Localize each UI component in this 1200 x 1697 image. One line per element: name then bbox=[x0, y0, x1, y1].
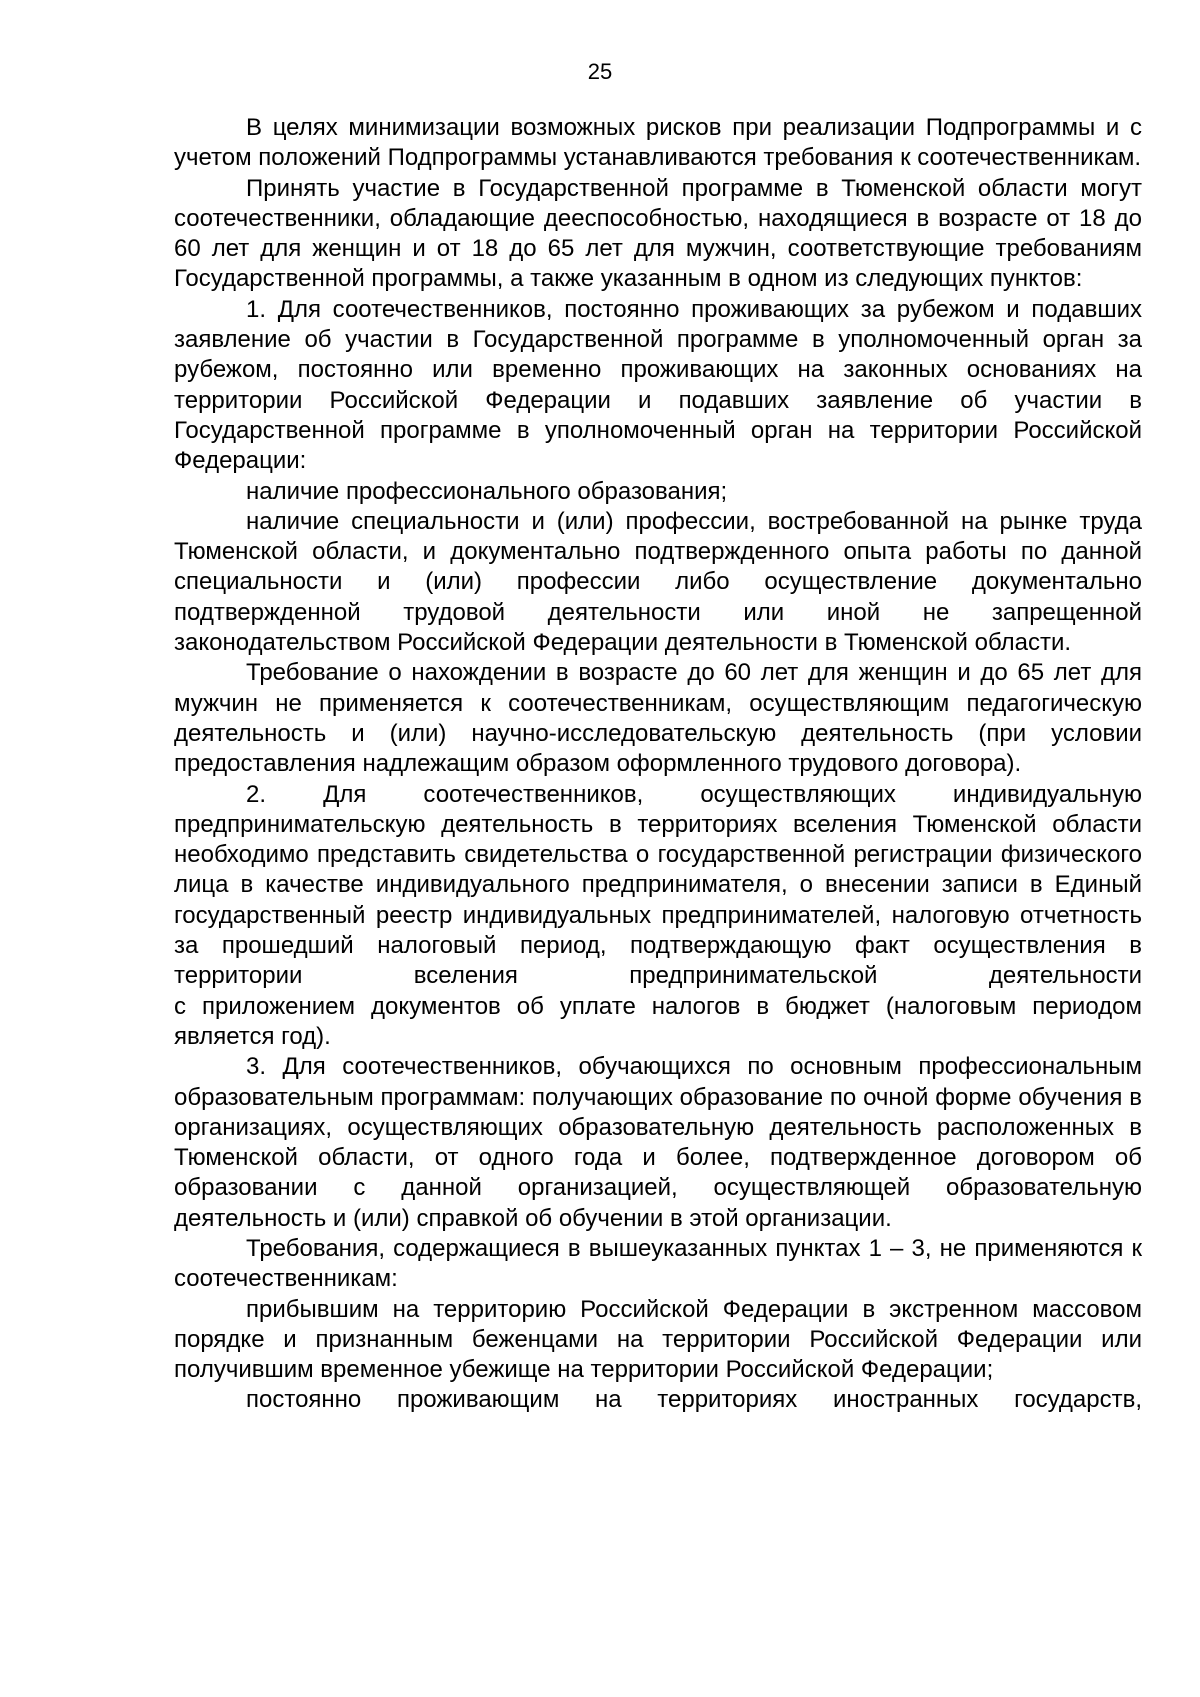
paragraph-item-3: 3. Для соотечественников, обучающихся по основным профессиональным образовательным программам: получающих образование по очной форме обучения в организациях, осуществляющих образовательную деятельность расположенных в Тюменской области, от одного года и более, подтвержденное договором об образовании с данной организацией, осуществляющей образовательную деятельность и (или) справкой об обучении в этой организации. bbox=[174, 1053, 1142, 1232]
paragraph-item-1: 1. Для соотечественников, постоянно проживающих за рубежом и подавших заявление об участии в Государственной программе в уполномоченный орган за рубежом, постоянно или временно проживающих на законных основаниях на территории Российской Федерации и подавших заявление об участии в Государственной программе в уполномоченный орган на территории Российской Федерации: bbox=[174, 295, 1142, 475]
paragraph-age-exception: Требование о нахождении в возрасте до 60 лет для женщин и до 65 лет для мужчин не применяется к соотечественникам, осуществляющим педагогическую деятельность и (или) научно-исследовательскую деятельность (при условии предоставления надлежащим образом оформленного трудового договора). bbox=[174, 659, 1142, 778]
paragraph-professional-education: наличие профессионального образования; bbox=[246, 477, 728, 505]
paragraph-foreign-residents: постоянно проживающим на территориях иностранных государств, bbox=[246, 1386, 1142, 1414]
paragraph-item-2-continuation: с приложением документов об уплате налогов в бюджет (налоговым периодом является год). bbox=[174, 992, 1142, 1050]
paragraph-requirements-exclusion: Требования, содержащиеся в вышеуказанных пунктах 1 – 3, не применяются к соотечественникам: bbox=[174, 1234, 1142, 1293]
paragraph-risk-minimization: В целях минимизации возможных рисков при реализации Подпрограммы и с учетом положений Подпрограммы устанавливаются требования к соотечественникам. bbox=[174, 114, 1142, 172]
paragraph-participation-conditions: Принять участие в Государственной программе в Тюменской области могут соотечественники, обладающие дееспособностью, находящиеся в возрасте от 18 до 60 лет для женщин и от 18 до 65 лет для мужчин, соответствующие требованиям Государственной программы, а также указанным в одном из следующих пунктов: bbox=[174, 174, 1142, 293]
paragraph-specialty-requirement: наличие специальности и (или) профессии, востребованной на рынке труда Тюменской области, и документально подтвержденного опыта работы по данной специальности и (или) профессии либо осуществление документально подтвержденной трудовой деятельности или иной не запрещенной законодательством Российской Федерации деятельности в Тюменской области. bbox=[174, 507, 1142, 657]
paragraph-item-2: 2. Для соотечественников, осуществляющих индивидуальную предпринимательскую деятельность в территориях вселения Тюменской области необходимо представить свидетельства о государственной регистрации физического лица в качестве индивидуального предпринимателя, о внесении записи в Единый государственный реестр индивидуальных предпринимателей, налоговую отчетность за прошедший налоговый период, подтверждающую факт осуществления в территории вселения предпринимательской деятельности bbox=[174, 780, 1142, 990]
document-body bbox=[174, 113, 1142, 1416]
paragraph-refugees: прибывшим на территорию Российской Федерации в экстренном массовом порядке и признанным беженцами на территории Российской Федерации или получившим временное убежище на территории Российской Федерации; bbox=[174, 1295, 1142, 1384]
page-number: 25 bbox=[587, 59, 613, 84]
